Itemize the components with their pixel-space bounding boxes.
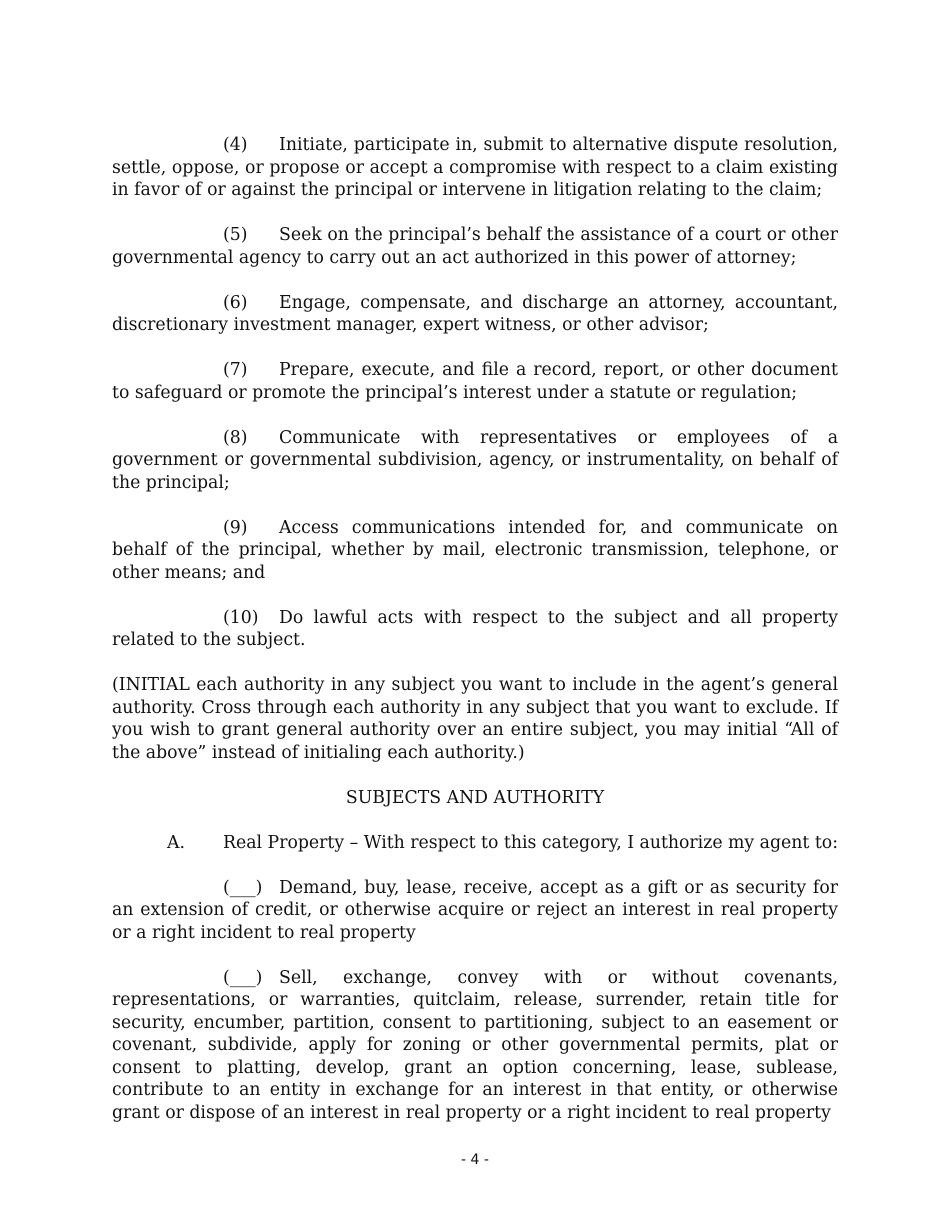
item-number: (9)	[223, 517, 248, 538]
page-number: - 4 -	[461, 1152, 489, 1168]
list-item	[112, 427, 838, 495]
item-text: Communicate with representatives or employees of a government or governmental subdivision, agency, or instrumentality, on behalf of the principal;	[112, 427, 838, 493]
item-number: (10)	[223, 607, 259, 628]
initial-blank[interactable]: (___)	[223, 967, 263, 988]
item-text: Seek on the principal’s behalf the assistance of a court or other governmental agency to carry out an act authorized in this power of attorney;	[112, 225, 838, 268]
list-item	[112, 359, 838, 404]
item-number: (7)	[223, 360, 248, 380]
item-text: Engage, compensate, and discharge an attorney, accountant, discretionary investment manager, expert witness, or other advisor;	[112, 292, 838, 335]
subject-letter: A.	[167, 832, 185, 853]
item-number: (5)	[223, 225, 248, 245]
item-text: Access communications intended for, and communicate on behalf of the principal, whether by mail, electronic transmission, telephone, or other means; and	[112, 517, 838, 583]
authority-item	[112, 967, 838, 1125]
initial-blank[interactable]: (___)	[223, 877, 263, 898]
subject-text: Real Property – With respect to this category, I authorize my agent to:	[223, 832, 839, 853]
list-item	[112, 292, 838, 337]
item-text: Do lawful acts with respect to the subject and all property related to the subject.	[112, 607, 838, 650]
instructions-paragraph: (INITIAL each authority in any subject you want to include in the agent’s general authority. Cross through each authority in any subject that you want to exclude. If you wish to grant general authority over an entire subject, you may initial “All of the above” instead of initialing each authority.)	[112, 675, 838, 763]
item-number: (8)	[223, 427, 248, 448]
list-item	[112, 134, 838, 202]
subject-heading	[112, 832, 838, 855]
list-item	[112, 224, 838, 269]
list-item	[112, 517, 838, 585]
section-heading: SUBJECTS AND AUTHORITY	[345, 787, 605, 808]
item-text: Prepare, execute, and file a record, report, or other document to safeguard or promote the principal’s interest under a statute or regulation;	[112, 360, 838, 403]
authority-text: Demand, buy, lease, receive, accept as a gift or as security for an extension of credit, or otherwise acquire or reject an interest in real property or a right incident to real property	[112, 877, 838, 943]
authority-text: Sell, exchange, convey with or without covenants, representations, or warranties, quitclaim, release, surrender, retain title for security, encumber, partition, consent to partitioning, subject to an easement or covenant, subdivide, apply for zoning or other governmental permits, plat or consent to platting, develop, grant an option concerning, lease, sublease, contribute to an entity in exchange for an interest in that entity, or otherwise grant or dispose of an interest in real property or a right incident to real property	[112, 967, 838, 1123]
item-number: (6)	[223, 292, 248, 313]
list-item	[112, 607, 838, 652]
page-content	[112, 134, 838, 1147]
item-number: (4)	[223, 135, 248, 155]
authority-item	[112, 877, 838, 945]
item-text: Initiate, participate in, submit to alternative dispute resolution, settle, oppose, or propose or accept a compromise with respect to a claim existing in favor of or against the principal or intervene in litigation relating to the claim;	[112, 135, 838, 200]
